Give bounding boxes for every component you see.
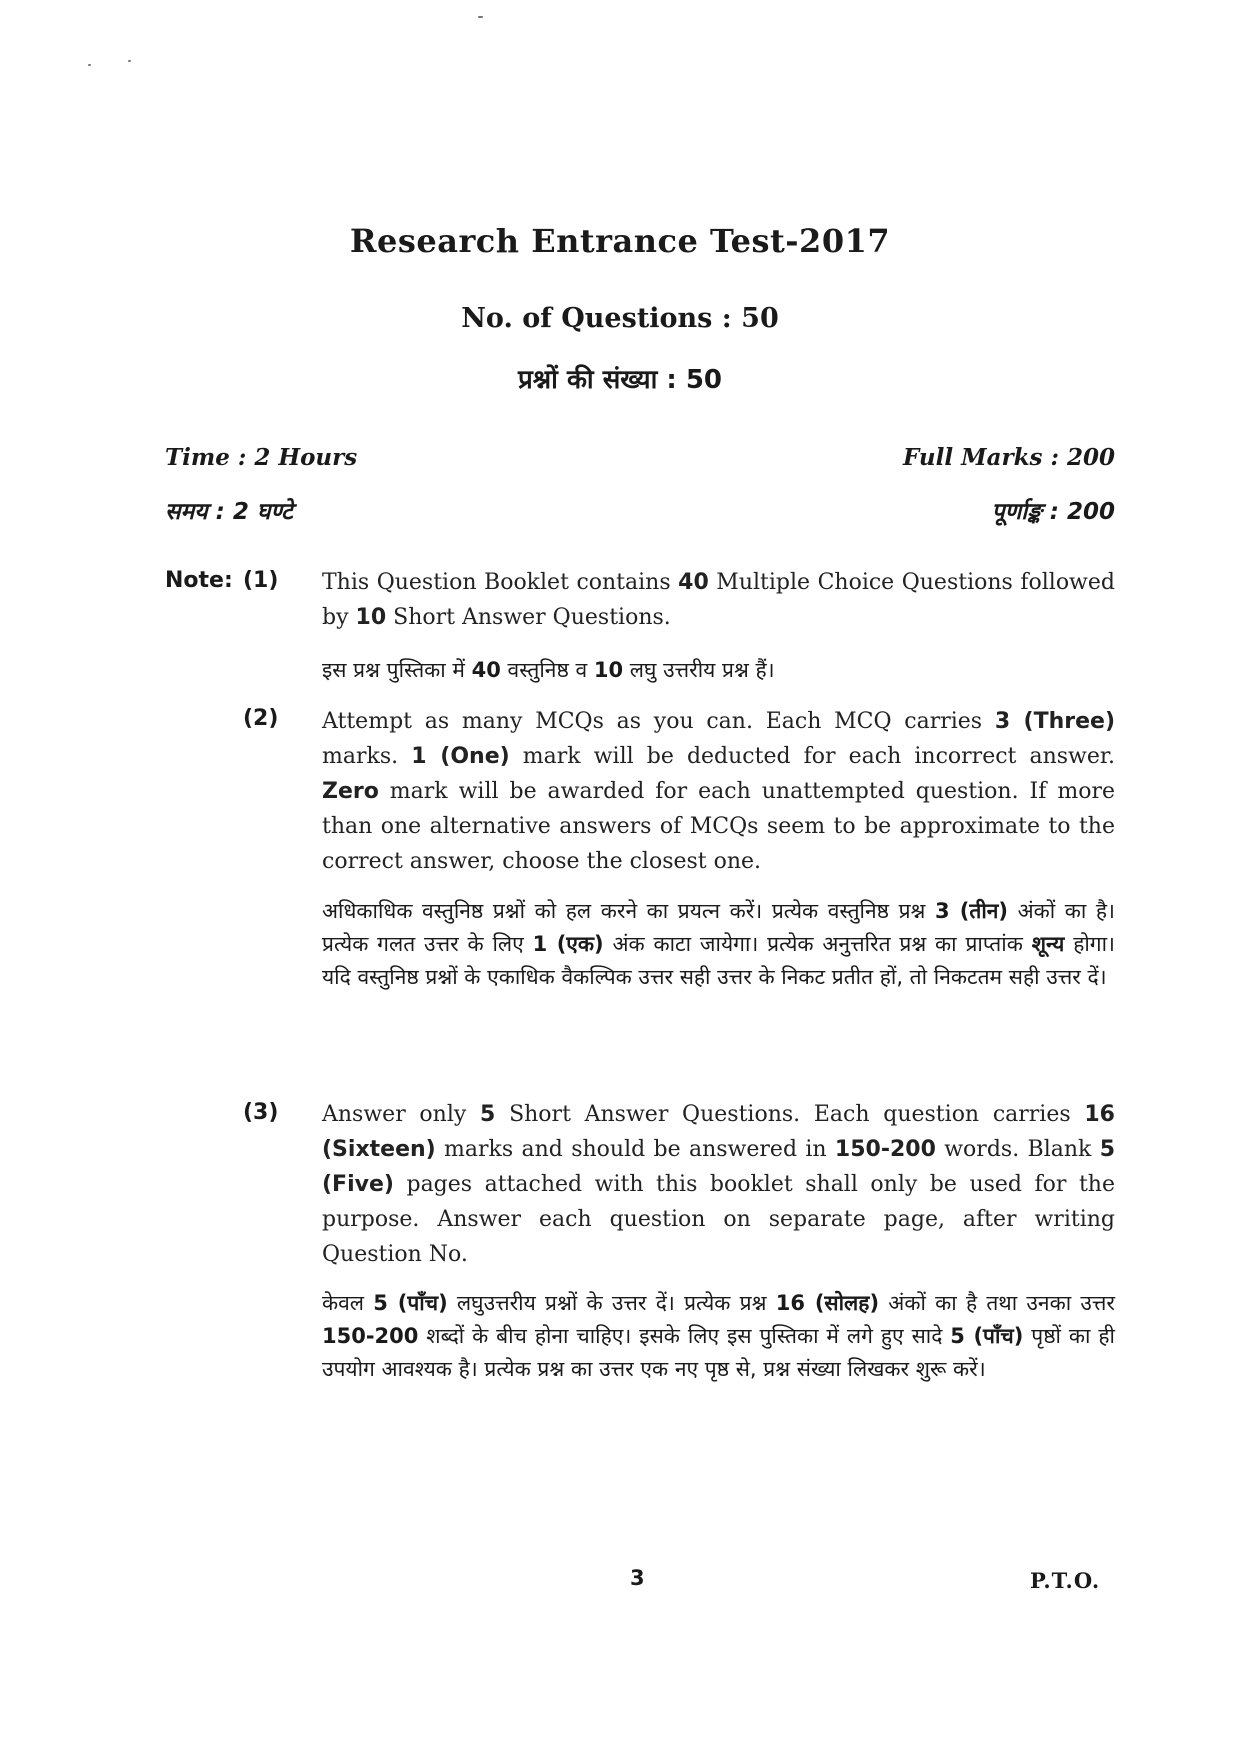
meta-row-hi bbox=[165, 494, 1115, 526]
full-marks-en: Full Marks : 200 bbox=[902, 444, 1115, 471]
note-item-number: (2) bbox=[243, 706, 279, 731]
question-count-hi: प्रश्नों की संख्या : 50 bbox=[518, 365, 722, 395]
note-item-number: (3) bbox=[243, 1100, 279, 1125]
scan-speck bbox=[88, 64, 91, 66]
pto-label: P.T.O. bbox=[1030, 1568, 1101, 1593]
note-item-1-en: This Question Booklet contains 40 Multiple Choice Questions followed by 10 Short Answer Questions. bbox=[322, 570, 1115, 630]
note-label: Note: bbox=[165, 568, 233, 593]
note-item-2-hi: अधिकाधिक वस्तुनिष्ठ प्रश्नों को हल करने का प्रयत्न करें। प्रत्येक वस्तुनिष्ठ प्रश्न 3 (तीन) अंकों का है। प्रत्येक गलत उत्तर के लिए 1 (एक) अंक काटा जायेगा। प्रत्येक अनुत्तरित प्रश्न का प्राप्तांक शून्य होगा। यदि वस्तुनिष्ठ प्रश्नों के एकाधिक वैकल्पिक उत्तर सही उत्तर के निकट प्रतीत हों, तो निकटतम सही उत्तर दें। bbox=[322, 899, 1116, 989]
page-number: 3 bbox=[630, 1566, 645, 1590]
time-en: Time : 2 Hours bbox=[165, 444, 358, 471]
question-count-en: No. of Questions : 50 bbox=[461, 303, 779, 334]
note-item-1-hi: इस प्रश्न पुस्तिका में 40 वस्तुनिष्ठ व 10 लघु उत्तरीय प्रश्न हैं। bbox=[322, 658, 775, 682]
note-item-number: (1) bbox=[243, 568, 279, 593]
scan-speck bbox=[478, 16, 483, 18]
note-item-3-en: Answer only 5 Short Answer Questions. Each question carries 16 (Sixteen) marks and should be answered in 150-200 words. Blank 5 (Five) pages attached with this booklet shall only be used for the purpose. Answer each question on separate page, after writing Question No. bbox=[322, 1102, 1115, 1267]
full-marks-hi: पूर्णाङ्क : 200 bbox=[991, 499, 1115, 525]
note-item-3-hi: केवल 5 (पाँच) लघुउत्तरीय प्रश्नों के उत्तर दें। प्रत्येक प्रश्न 16 (सोलह) अंकों का है तथा उनका उत्तर 150-200 शब्दों के बीच होना चाहिए। इसके लिए इस पुस्तिका में लगे हुए सादे 5 (पाँच) पृष्ठों का ही उपयोग आवश्यक है। प्रत्येक प्रश्न का उत्तर एक नए पृष्ठ से, प्रश्न संख्या लिखकर शुरू करें। bbox=[322, 1291, 1115, 1381]
document-title: Research Entrance Test-2017 bbox=[349, 222, 891, 260]
note-item-2-en: Attempt as many MCQs as you can. Each MCQ carries 3 (Three) marks. 1 (One) mark will be deducted for each incorrect answer. Zero mark will be awarded for each unattempted question. If more than one alternative answers of MCQs seem to be approximate to the correct answer, choose the closest one. bbox=[322, 709, 1115, 874]
scan-speck bbox=[128, 60, 131, 62]
time-hi: समय : 2 घण्टे bbox=[165, 499, 293, 525]
meta-row-en bbox=[165, 444, 1115, 471]
